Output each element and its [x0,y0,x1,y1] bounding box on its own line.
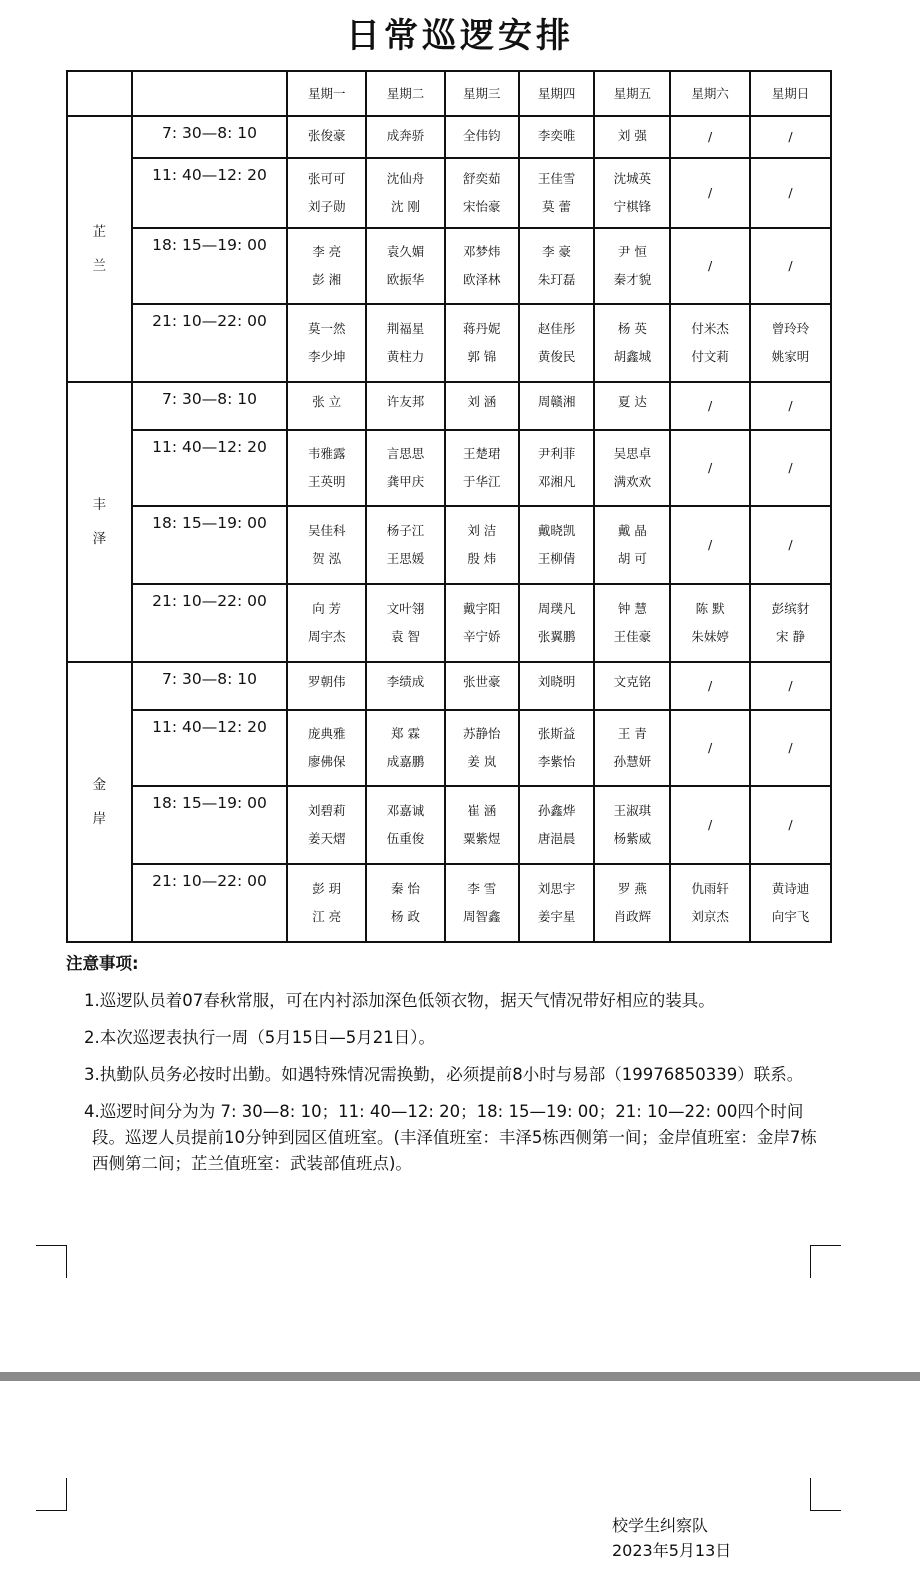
member-name: 欧振华 [386,272,425,287]
duty-cell [446,711,520,787]
member-name: 姜 岚 [467,754,497,769]
duty-cell [520,787,596,865]
member-name: 刘京杰 [691,909,729,924]
member-name: 孙鑫烨 [537,803,576,818]
duty-cell [671,117,751,159]
member-name: 付文莉 [691,349,729,364]
duty-cell [367,507,446,585]
schedule-row [68,431,832,507]
member-name: 罗朝伟 [307,674,346,689]
duty-cell [751,711,832,787]
member-name: 邓湘凡 [537,474,576,489]
time-slot: 7: 30—8: 10 [133,663,289,711]
member-name: 王佳豪 [613,629,652,644]
schedule-row [68,117,832,159]
duty-cell [751,787,832,865]
member-name: 陈 默 [695,601,725,616]
area-name-char: 金 [92,777,107,793]
duty-cell [595,865,671,943]
member-name: 王淑琪 [613,803,652,818]
empty-slot-mark: / [708,537,713,552]
member-name: 言思思 [386,446,425,461]
member-name: 宁棋锋 [613,199,652,214]
header-row [68,72,832,117]
member-name: 彭缤豺 [771,601,810,616]
member-name: 许友邦 [386,394,425,409]
duty-cell [288,383,367,431]
member-name: 江 亮 [312,909,342,924]
member-name: 王英明 [307,474,346,489]
schedule-row [68,787,832,865]
page-separator [0,1372,920,1381]
member-name: 于华江 [463,474,501,489]
empty-slot-mark: / [788,258,793,273]
day-header: 星期五 [595,72,671,117]
notes-heading: 注意事项: [66,954,139,973]
duty-cell [671,229,751,305]
signer-date: 2023年5月13日 [612,1541,732,1560]
time-slot: 11: 40—12: 20 [133,431,289,507]
member-name: 姜宇星 [537,909,576,924]
member-name: 沈仙舟 [386,171,425,186]
member-name: 宋 静 [776,629,806,644]
area-label [68,663,133,943]
member-name: 刘 强 [617,128,647,143]
duty-cell [446,507,520,585]
time-slot: 18: 15—19: 00 [133,507,289,585]
member-name: 韦雅露 [307,446,346,461]
member-name: 荆福星 [386,321,425,336]
time-slot: 7: 30—8: 10 [133,383,289,431]
member-name: 宋怡豪 [463,199,501,214]
area-name-char: 岸 [92,811,107,827]
time-slot: 11: 40—12: 20 [133,159,289,229]
member-name: 李少坤 [307,349,346,364]
duty-cell [751,431,832,507]
member-name: 辛宁娇 [463,629,501,644]
duty-cell [751,865,832,943]
duty-cell [446,663,520,711]
duty-cell [446,305,520,383]
duty-cell [751,159,832,229]
crop-mark [36,1245,67,1278]
member-name: 张 立 [312,394,342,409]
member-name: 成奔骄 [386,128,425,143]
member-name: 蒋丹妮 [463,321,501,336]
duty-cell [367,229,446,305]
schedule-row [68,229,832,305]
empty-slot-mark: / [708,129,713,144]
member-name: 满欢欢 [613,474,652,489]
duty-cell [520,431,596,507]
duty-cell [367,711,446,787]
member-name: 刘碧莉 [307,803,346,818]
schedule-row [68,865,832,943]
duty-cell [367,431,446,507]
header-area-cell [68,72,133,117]
empty-slot-mark: / [788,678,793,693]
duty-cell [595,663,671,711]
duty-cell [751,383,832,431]
member-name: 郑 霖 [391,726,420,741]
member-name: 成嘉鹏 [386,754,425,769]
member-name: 廖佛保 [307,754,346,769]
note-item: 2.本次巡逻表执行一周（5月15日—5月21日）。 [84,1028,435,1047]
duty-cell [446,585,520,663]
member-name: 刘子勋 [307,199,346,214]
member-name: 张翼鹏 [537,629,576,644]
member-name: 沈城英 [613,171,652,186]
duty-cell [288,431,367,507]
member-name: 李 亮 [312,244,342,259]
member-name: 秦 怡 [391,881,420,896]
page-title: 日常巡逻安排 [346,16,574,56]
duty-cell [520,585,596,663]
duty-cell [751,117,832,159]
member-name: 彭 玥 [312,881,342,896]
duty-cell [595,117,671,159]
member-name: 沈 刚 [391,199,420,214]
member-name: 胡 可 [617,551,647,566]
member-name: 文克铭 [613,674,652,689]
empty-slot-mark: / [708,185,713,200]
member-name: 朱妹婷 [691,629,729,644]
member-name: 张可可 [307,171,346,186]
schedule-row [68,711,832,787]
duty-cell [595,787,671,865]
duty-cell [595,229,671,305]
member-name: 周智鑫 [463,909,501,924]
notes-section [66,951,826,1188]
member-name: 王楚珺 [463,446,501,461]
member-name: 孙慧妍 [613,754,652,769]
member-name: 张斯益 [537,726,576,741]
duty-cell [671,431,751,507]
day-header: 星期二 [367,72,446,117]
time-slot: 18: 15—19: 00 [133,229,289,305]
empty-slot-mark: / [788,129,793,144]
member-name: 莫 蕾 [542,199,572,214]
member-name: 唐浥晨 [537,831,576,846]
duty-cell [751,663,832,711]
member-name: 杨 英 [617,321,647,336]
duty-cell [520,117,596,159]
member-name: 郭 锦 [467,349,497,364]
empty-slot-mark: / [708,678,713,693]
duty-cell [520,711,596,787]
member-name: 李 雪 [467,881,497,896]
duty-cell [520,865,596,943]
duty-cell [520,383,596,431]
empty-slot-mark: / [788,537,793,552]
member-name: 戴宇阳 [463,601,501,616]
duty-cell [288,507,367,585]
duty-cell [288,585,367,663]
duty-cell [367,117,446,159]
member-name: 周赣湘 [537,394,576,409]
duty-cell [288,305,367,383]
duty-cell [671,305,751,383]
area-label [68,383,133,663]
duty-cell [520,663,596,711]
duty-cell [446,787,520,865]
duty-cell [595,585,671,663]
member-name: 戴晓凯 [537,523,576,538]
duty-cell [446,431,520,507]
schedule-row [68,305,832,383]
header-time-cell [133,72,289,117]
duty-cell [288,117,367,159]
member-name: 邓嘉诚 [386,803,425,818]
member-name: 吴思卓 [613,446,652,461]
member-name: 王思媛 [386,551,425,566]
empty-slot-mark: / [708,817,713,832]
member-name: 仇雨轩 [691,881,729,896]
duty-cell [595,383,671,431]
duty-cell [288,229,367,305]
time-slot: 21: 10—22: 00 [133,585,289,663]
duty-cell [367,787,446,865]
member-name: 李 豪 [542,244,572,259]
member-name: 庞典雅 [307,726,346,741]
time-slot: 21: 10—22: 00 [133,865,289,943]
area-name-char: 丰 [92,497,107,513]
empty-slot-mark: / [708,460,713,475]
duty-cell [367,865,446,943]
crop-mark [810,1478,841,1511]
member-name: 舒奕茹 [463,171,501,186]
member-name: 杨 政 [391,909,420,924]
member-name: 杨紫威 [613,831,652,846]
member-name: 尹 恒 [617,244,647,259]
member-name: 粟紫煜 [463,831,501,846]
note-item: 1.巡逻队员着07春秋常服，可在内衬添加深色低领衣物，据天气情况带好相应的装具。 [84,991,715,1010]
member-name: 张世豪 [463,674,501,689]
member-name: 殷 炜 [467,551,497,566]
member-name: 袁久媚 [386,244,425,259]
duty-cell [751,229,832,305]
member-name: 王柳倩 [537,551,576,566]
empty-slot-mark: / [708,258,713,273]
duty-cell [671,159,751,229]
duty-cell [671,507,751,585]
area-name-char: 泽 [92,531,107,547]
member-name: 彭 湘 [312,272,342,287]
duty-cell [671,663,751,711]
duty-cell [595,507,671,585]
duty-cell [288,711,367,787]
duty-cell [367,663,446,711]
member-name: 贺 泓 [312,551,342,566]
member-name: 崔 涵 [467,803,497,818]
member-name: 钟 慧 [617,601,647,616]
duty-cell [446,383,520,431]
duty-cell [367,383,446,431]
member-name: 戴 晶 [617,523,647,538]
note-item: 4.巡逻时间分为为 7: 30—8: 10；11: 40—12: 20；18: 15—19: 00；21: 10—22: 00四个时间段。巡逻人员提前10分钟到园区值班室。(丰泽值班室：丰泽5栋西侧第一间；金岸值班室：金岸7栋西侧第二间；芷兰值班室：武装部值班点)。 [84,1102,817,1173]
schedule-row [68,663,832,711]
member-name: 姜天熠 [307,831,346,846]
duty-cell [288,865,367,943]
time-slot: 11: 40—12: 20 [133,711,289,787]
member-name: 刘晓明 [537,674,576,689]
member-name: 杨子江 [386,523,425,538]
note-item: 3.执勤队员务必按时出勤。如遇特殊情况需换勤，必须提前8小时与易部（19976850339）联系。 [84,1065,804,1084]
duty-cell [367,159,446,229]
member-name: 夏 达 [617,394,647,409]
duty-cell [446,159,520,229]
member-name: 姚家明 [771,349,810,364]
empty-slot-mark: / [788,398,793,413]
member-name: 苏静怡 [463,726,501,741]
empty-slot-mark: / [788,460,793,475]
duty-cell [367,305,446,383]
member-name: 李紫怡 [537,754,576,769]
member-name: 刘 涵 [467,394,497,409]
crop-mark [36,1478,67,1511]
duty-cell [288,663,367,711]
member-name: 黄柱力 [386,349,425,364]
duty-cell [671,383,751,431]
member-name: 全伟钧 [463,128,501,143]
duty-cell [446,117,520,159]
member-name: 吴佳科 [307,523,346,538]
member-name: 莫一然 [307,321,346,336]
day-header: 星期六 [671,72,751,117]
duty-cell [446,865,520,943]
member-name: 向宇飞 [771,909,810,924]
member-name: 尹利菲 [537,446,576,461]
member-name: 周璞凡 [537,601,576,616]
schedule-row [68,383,832,431]
duty-cell [671,585,751,663]
area-name-char: 兰 [92,258,107,274]
member-name: 龚甲庆 [386,474,425,489]
member-name: 文叶翎 [386,601,425,616]
patrol-schedule-table [66,70,832,943]
member-name: 李绩成 [386,674,425,689]
duty-cell [288,159,367,229]
member-name: 罗 燕 [617,881,647,896]
member-name: 黄诗迪 [771,881,810,896]
member-name: 伍重俊 [386,831,425,846]
member-name: 邓梦炜 [463,244,501,259]
duty-cell [751,305,832,383]
empty-slot-mark: / [788,185,793,200]
day-header: 星期四 [520,72,596,117]
duty-cell [595,305,671,383]
empty-slot-mark: / [788,817,793,832]
duty-cell [520,507,596,585]
duty-cell [751,585,832,663]
time-slot: 7: 30—8: 10 [133,117,289,159]
empty-slot-mark: / [708,740,713,755]
member-name: 周宇杰 [307,629,346,644]
area-label [68,117,133,383]
member-name: 胡鑫城 [613,349,652,364]
member-name: 秦才貌 [613,272,652,287]
member-name: 袁 智 [391,629,420,644]
empty-slot-mark: / [708,398,713,413]
schedule-row [68,507,832,585]
duty-cell [595,711,671,787]
duty-cell [595,159,671,229]
duty-cell [520,305,596,383]
time-slot: 21: 10—22: 00 [133,305,289,383]
member-name: 王 青 [617,726,647,741]
empty-slot-mark: / [788,740,793,755]
member-name: 欧泽林 [463,272,501,287]
duty-cell [288,787,367,865]
duty-cell [595,431,671,507]
member-name: 向 芳 [312,601,342,616]
member-name: 黄俊民 [537,349,576,364]
member-name: 朱玎磊 [537,272,576,287]
signer-org: 校学生纠察队 [612,1516,709,1535]
duty-cell [520,159,596,229]
day-header: 星期一 [288,72,367,117]
duty-cell [751,507,832,585]
day-header: 星期三 [446,72,520,117]
time-slot: 18: 15—19: 00 [133,787,289,865]
member-name: 王佳雪 [537,171,576,186]
day-header: 星期日 [751,72,832,117]
member-name: 刘思宇 [537,881,576,896]
member-name: 曾玲玲 [771,321,810,336]
member-name: 赵佳彤 [537,321,576,336]
member-name: 付米杰 [691,321,729,336]
member-name: 刘 洁 [467,523,497,538]
schedule-row [68,159,832,229]
duty-cell [446,229,520,305]
member-name: 肖政辉 [613,909,652,924]
duty-cell [671,865,751,943]
crop-mark [810,1245,841,1278]
signature-block [612,1513,731,1563]
duty-cell [367,585,446,663]
area-name-char: 芷 [92,224,107,240]
duty-cell [671,711,751,787]
duty-cell [671,787,751,865]
member-name: 张俊豪 [307,128,346,143]
schedule-row [68,585,832,663]
duty-cell [520,229,596,305]
member-name: 李奕唯 [537,128,576,143]
